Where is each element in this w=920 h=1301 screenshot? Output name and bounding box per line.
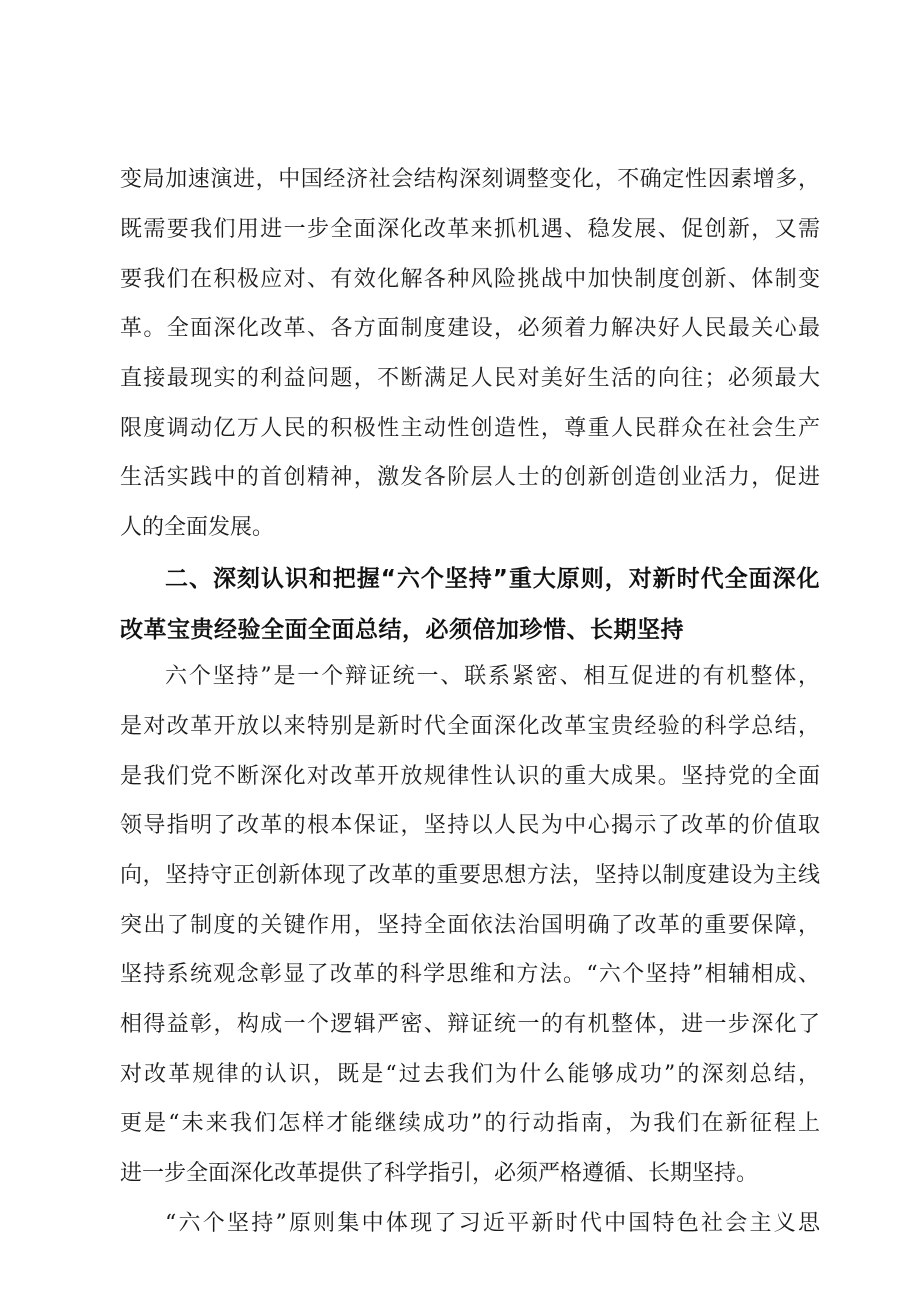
paragraph-line: 既需要我们用进一步全面深化改革来抓机遇、稳发展、促创新，又需 — [120, 217, 820, 242]
paragraph-line: 相得益彰，构成一个逻辑严密、辩证统一的有机整体，进一步深化了 — [120, 1012, 820, 1037]
paragraph-line: 人的全面发展。 — [120, 515, 275, 540]
paragraph-line: 进一步全面深化改革提供了科学指引，必须严格遵循、长期坚持。 — [120, 1161, 759, 1186]
section-heading-line: 二、深刻认识和把握“六个坚持”重大原则，对新时代全面深化 — [165, 566, 820, 592]
section-heading-line: 改革宝贵经验全面全面总结，必须倍加珍惜、长期坚持 — [120, 617, 684, 643]
paragraph-line: 是我们党不断深化对改革开放规律性认识的重大成果。坚持党的全面 — [120, 764, 820, 789]
paragraph-line: 坚持系统观念彰显了改革的科学思维和方法。“六个坚持”相辅相成、 — [120, 962, 820, 987]
paragraph-line: 是对改革开放以来特别是新时代全面深化改革宝贵经验的科学总结， — [120, 714, 820, 739]
paragraph-line: 要我们在积极应对、有效化解各种风险挑战中加快制度创新、体制变 — [120, 267, 820, 292]
paragraph-line: 对改革规律的认识，既是“过去我们为什么能够成功”的深刻总结， — [120, 1062, 820, 1087]
paragraph-line: 生活实践中的首创精神，激发各阶层人士的创新创造创业活力，促进 — [120, 465, 820, 490]
paragraph-line: 直接最现实的利益问题，不断满足人民对美好生活的向往；必须最大 — [120, 366, 820, 391]
paragraph-line: 领导指明了改革的根本保证，坚持以人民为中心揭示了改革的价值取 — [120, 813, 820, 838]
paragraph-line: 向，坚持守正创新体现了改革的重要思想方法，坚持以制度建设为主线 — [120, 863, 820, 888]
paragraph-line: “六个坚持”原则集中体现了习近平新时代中国特色社会主义思 — [165, 1211, 820, 1236]
paragraph-line: 变局加速演进，中国经济社会结构深刻调整变化，不确定性因素增多， — [120, 167, 820, 192]
paragraph-line: 革。全面深化改革、各方面制度建设，必须着力解决好人民最关心最 — [120, 316, 820, 341]
paragraph-line: 突出了制度的关键作用，坚持全面依法治国明确了改革的重要保障， — [120, 913, 820, 938]
paragraph-line: 六个坚持”是一个辩证统一、联系紧密、相互促进的有机整体， — [165, 664, 820, 689]
paragraph-line: 限度调动亿万人民的积极性主动性创造性，尊重人民群众在社会生产 — [120, 416, 820, 441]
paragraph-line: 更是“未来我们怎样才能继续成功”的行动指南，为我们在新征程上 — [120, 1111, 820, 1136]
